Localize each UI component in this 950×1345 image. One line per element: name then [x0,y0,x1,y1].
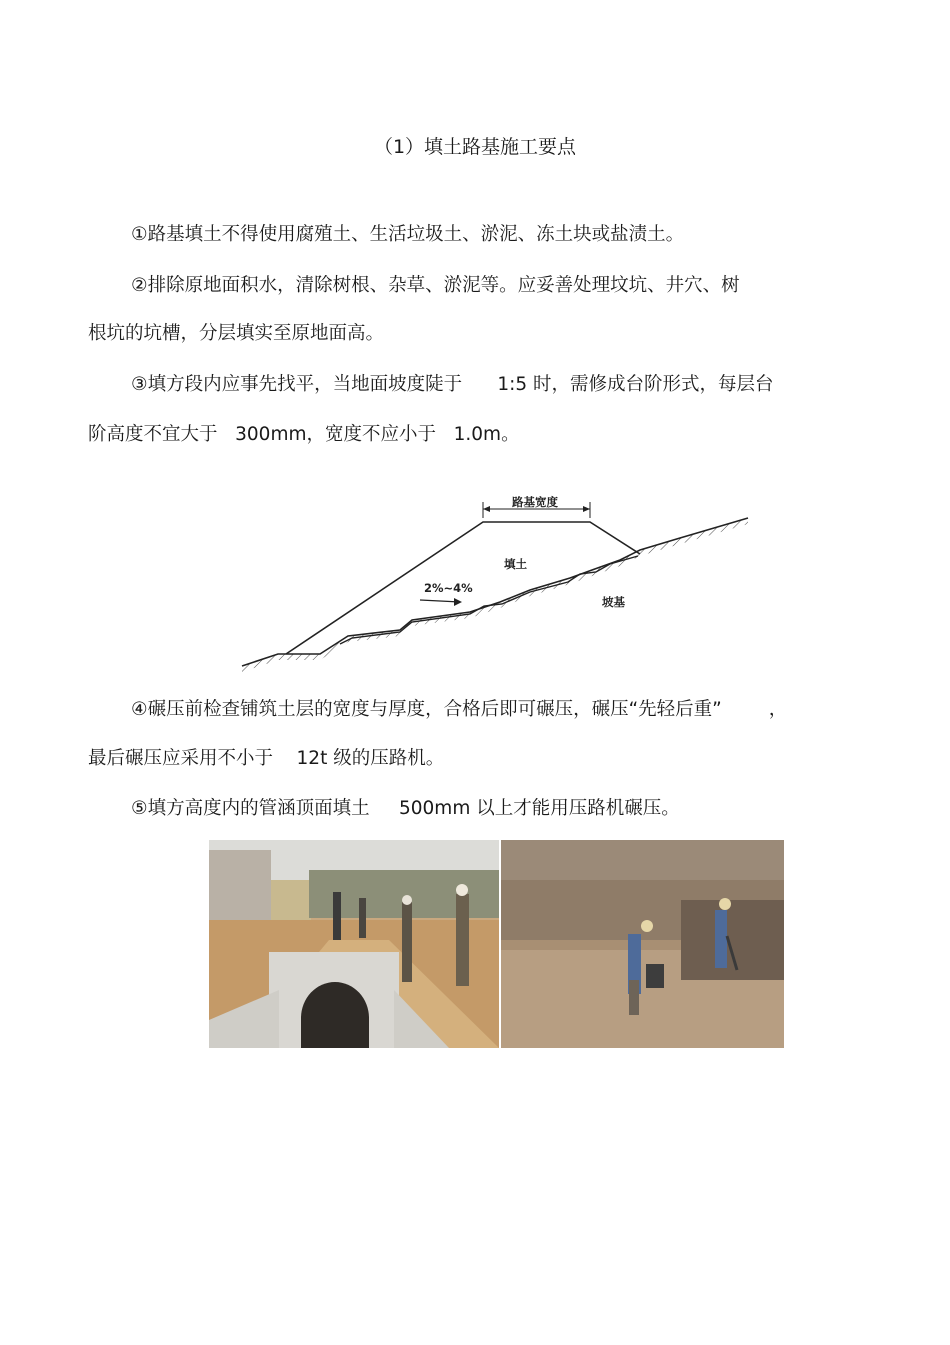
embankment-cross-section-diagram [240,478,752,672]
paragraph-1: ①路基填土不得使用腐殖土、生活垃圾土、淤泥、冻土块或盐渍土。 [131,224,685,245]
paragraph-3-line-2: 阶高度不宜大于 300mm，宽度不应小于 1.0m。 [88,424,520,445]
culvert-construction-photo [209,840,499,1048]
paragraph-3-line-1: ③填方段内应事先找平，当地面坡度陡于 1:5 时，需修成台阶形式，每层台 [131,374,774,395]
compaction-work-photo [501,840,784,1048]
paragraph-4-line-2: 最后碾压应采用不小于 12t 级的压路机。 [88,748,445,769]
diagram-fill-label: 填土 [504,557,527,571]
paragraph-5: ⑤填方高度内的管涵顶面填土 500mm 以上才能用压路机碾压。 [131,798,680,819]
diagram-width-label: 路基宽度 [512,495,558,509]
diagram-base-label: 坡基 [602,595,625,609]
paragraph-2-line-1: ②排除原地面积水，清除树根、杂草、淤泥等。应妥善处理坟坑、井穴、树 [131,275,740,296]
paragraph-2-line-2: 根坑的坑槽，分层填实至原地面高。 [88,323,385,344]
paragraph-4-line-1: ④碾压前检查铺筑土层的宽度与厚度，合格后即可碾压，碾压“先轻后重” ， [131,699,788,720]
diagram-slope-label: 2%~4% [424,581,473,595]
section-title: （1）填土路基施工要点 [373,136,577,158]
